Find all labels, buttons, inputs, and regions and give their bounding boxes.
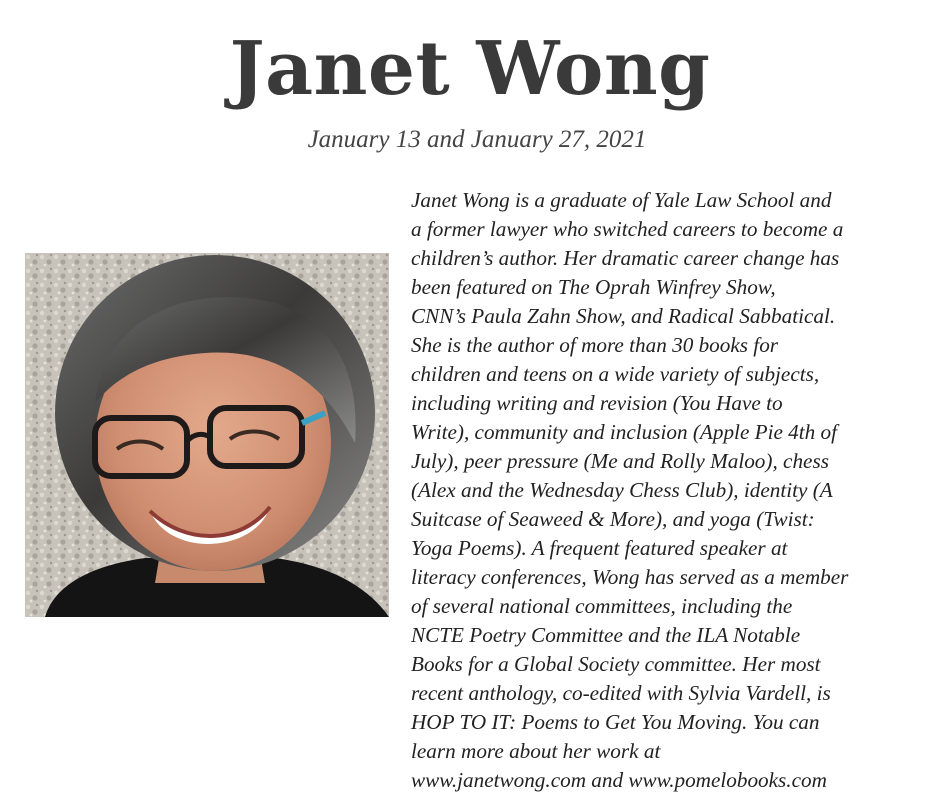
author-photo — [25, 253, 389, 617]
website-link-pomelobooks[interactable]: www.pomelobooks.com — [628, 768, 827, 792]
website-link-janetwong[interactable]: www.janetwong.com — [411, 768, 586, 792]
link-joiner: and — [586, 768, 629, 792]
bio-text: Janet Wong is a graduate of Yale Law School and a former lawyer who switched careers to become a children’s author. Her dramatic career change has been featured on The Oprah Winfrey Show, CNN’s Paula Zahn Show, and Radical Sabbatical. She is the author of more than 30 books for children and teens on a wide variety of subjects, including writing and revision (You Have to Write), community and inclusion (Apple Pie 4th of July), peer pressure (Me and Rolly Maloo), chess (Alex and the Wednesday Chess Club), identity (A Suitcase of Seaweed & More), and yoga (Twist: Yoga Poems). A frequent featured speaker at literacy conferences, Wong has served as a member of several national committees, including the NCTE Poetry Committee and the ILA Notable Books for a Global Society committee. Her most recent anthology, co-edited with Sylvia Vardell, is HOP TO IT: Poems to Get You Moving. You can learn more about her work at — [411, 188, 849, 763]
author-bio — [411, 186, 911, 795]
author-name: Janet Wong — [229, 26, 711, 112]
event-dates: January 13 and January 27, 2021 — [307, 126, 647, 153]
